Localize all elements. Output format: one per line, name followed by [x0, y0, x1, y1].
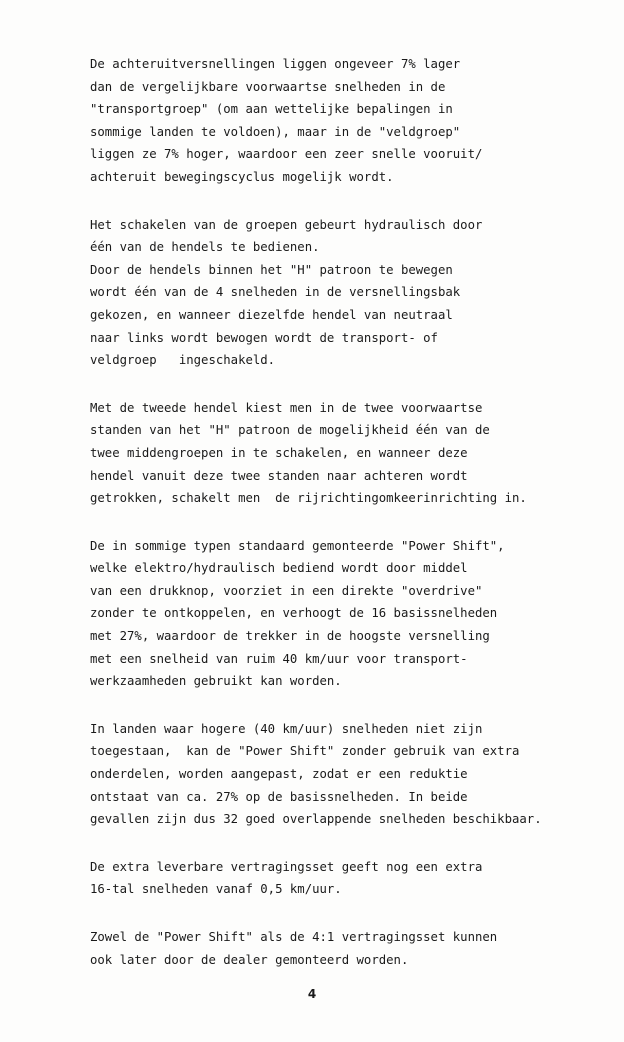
- text-line: één van de hendels te bedienen.: [90, 240, 320, 255]
- paragraph-reverse-gears: [90, 53, 570, 189]
- paragraph-group-shifting: [90, 214, 570, 372]
- paragraph-power-shift: [90, 535, 570, 693]
- text-line: met 27%, waardoor de trekker in de hoogste versnelling: [90, 629, 490, 644]
- text-line: hendel vanuit deze twee standen naar achteren wordt: [90, 468, 468, 483]
- text-line: Zowel de "Power Shift" als de 4:1 vertragingsset kunnen: [90, 930, 498, 944]
- text-line: sommige landen te voldoen), maar in de "veldgroep": [90, 124, 461, 139]
- text-line: In landen waar hogere (40 km/uur) snelheden niet zijn: [90, 721, 483, 736]
- text-column: [90, 53, 570, 996]
- text-line: dan de vergelijkbare voorwaartse snelheden in de: [90, 79, 446, 94]
- text-line: ook later door de dealer gemonteerd worden.: [90, 952, 409, 967]
- text-line: werkzaamheden gebruikt kan worden.: [90, 674, 342, 689]
- text-line: liggen ze 7% hoger, waardoor een zeer snelle vooruit/: [90, 147, 483, 162]
- text-line: met een snelheid van ruim 40 km/uur voor transport-: [90, 651, 468, 666]
- text-line: twee middengroepen in te schakelen, en wanneer deze: [90, 445, 468, 460]
- text-line: De extra leverbare vertragingsset geeft nog een extra: [90, 859, 483, 874]
- text-line: "transportgroep" (om aan wettelijke bepalingen in: [90, 102, 453, 117]
- paragraph-speed-limits: [90, 718, 570, 831]
- text-line: wordt één van de 4 snelheden in de versnellingsbak: [90, 285, 461, 300]
- text-line: ontstaat van ca. 27% op de basissnelheden. In beide: [90, 789, 468, 804]
- paragraph-second-lever: [90, 397, 570, 510]
- text-line: welke elektro/hydraulisch bediend wordt door middel: [90, 561, 468, 576]
- text-line: standen van het "H" patroon de mogelijkheid één van de: [90, 423, 490, 438]
- paragraph-reduction-set: [90, 856, 570, 901]
- text-line: naar links wordt bewogen wordt de transport- of: [90, 330, 438, 345]
- text-line: onderdelen, worden aangepast, zodat er een reduktie: [90, 767, 468, 782]
- text-line: Het schakelen van de groepen gebeurt hydraulisch door: [90, 217, 483, 232]
- text-line: van een drukknop, voorziet in een direkte "overdrive": [90, 583, 483, 598]
- text-line: achteruit bewegingscyclus mogelijk wordt.: [90, 169, 394, 184]
- text-line: 16-tal snelheden vanaf 0,5 km/uur.: [90, 882, 342, 897]
- text-line: De in sommige typen standaard gemonteerde "Power Shift",: [90, 538, 505, 553]
- text-line: zonder te ontkoppelen, en verhoogt de 16 basissnelheden: [90, 606, 498, 621]
- text-line: toegestaan, kan de "Power Shift" zonder gebruik van extra: [90, 744, 520, 759]
- text-line: gekozen, en wanneer diezelfde hendel van neutraal: [90, 307, 453, 322]
- text-line: gevallen zijn dus 32 goed overlappende snelheden beschikbaar.: [90, 812, 542, 827]
- text-line: Door de hendels binnen het "H" patroon te bewegen: [90, 262, 453, 277]
- paragraph-dealer-mounting: [90, 926, 570, 971]
- page-number: 4: [307, 987, 317, 1001]
- text-line: getrokken, schakelt men de rijrichtingomkeerinrichting in.: [90, 491, 527, 506]
- text-line: veldgroep ingeschakeld.: [90, 353, 276, 368]
- text-line: Met de tweede hendel kiest men in de twee voorwaartse: [90, 400, 483, 415]
- text-line: De achteruitversnellingen liggen ongeveer 7% lager: [90, 57, 461, 71]
